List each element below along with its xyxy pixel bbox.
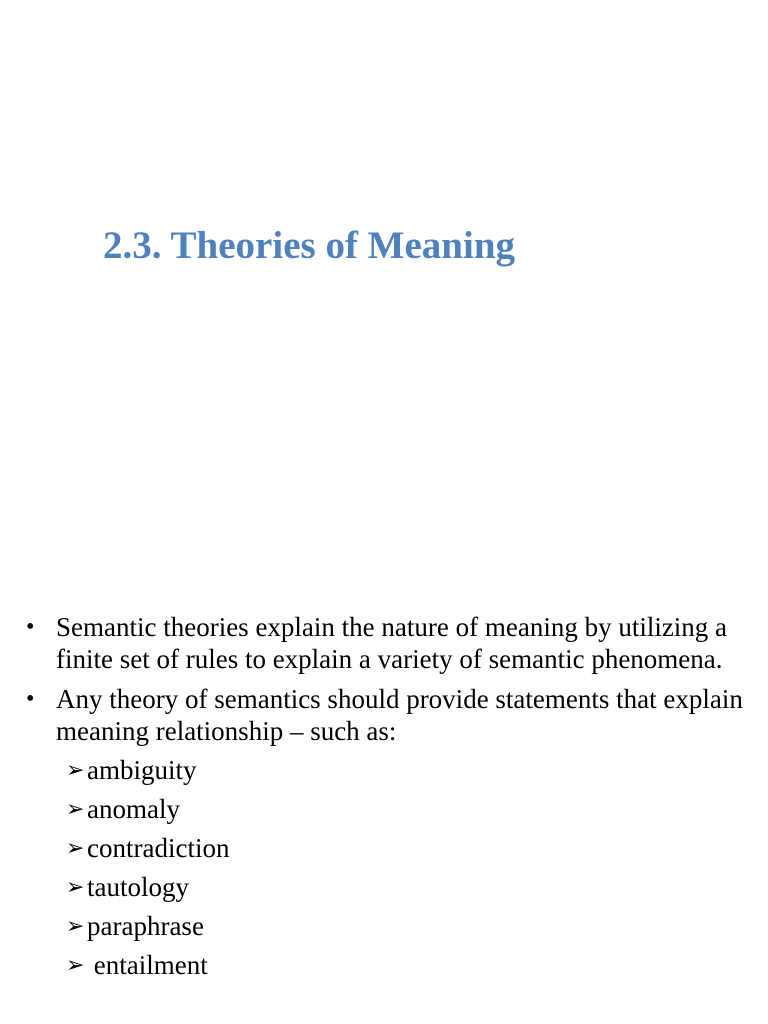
arrow-bullet-icon: ➢ [66,796,85,821]
sub-item-label: contradiction [87,833,230,863]
arrow-bullet-icon: ➢ [66,835,85,860]
bullet-list [24,611,754,996]
arrow-bullet-icon: ➢ [66,952,85,977]
sub-item-paraphrase [66,910,754,949]
arrow-bullet-icon: ➢ [66,757,85,782]
bullet-text: Semantic theories explain the nature of meaning by utilizing a finite set of rules to explain a variety of semantic phenomena. [56,612,728,674]
sub-item-label: entailment [87,950,208,980]
sub-item-anomaly [66,793,754,832]
arrow-bullet-icon: ➢ [66,913,85,938]
bullet-text: Any theory of semantics should provide statements that explain meaning relationship – such as: [56,684,743,746]
bullet-item-semantic-theories [24,611,754,675]
sub-item-label: tautology [87,872,189,902]
sub-bullet-list [56,754,754,988]
sub-item-label: paraphrase [87,911,204,941]
sub-item-ambiguity [66,754,754,793]
sub-item-tautology [66,871,754,910]
bullet-item-any-theory [24,683,754,988]
sub-item-label: ambiguity [87,755,197,785]
sub-item-entailment [66,949,754,988]
slide-title: 2.3. Theories of Meaning [103,224,516,267]
bullet-dot-icon: • [26,686,35,712]
sub-item-label: anomaly [87,794,180,824]
arrow-bullet-icon: ➢ [66,874,85,899]
bullet-dot-icon: • [26,614,35,640]
sub-item-contradiction [66,832,754,871]
